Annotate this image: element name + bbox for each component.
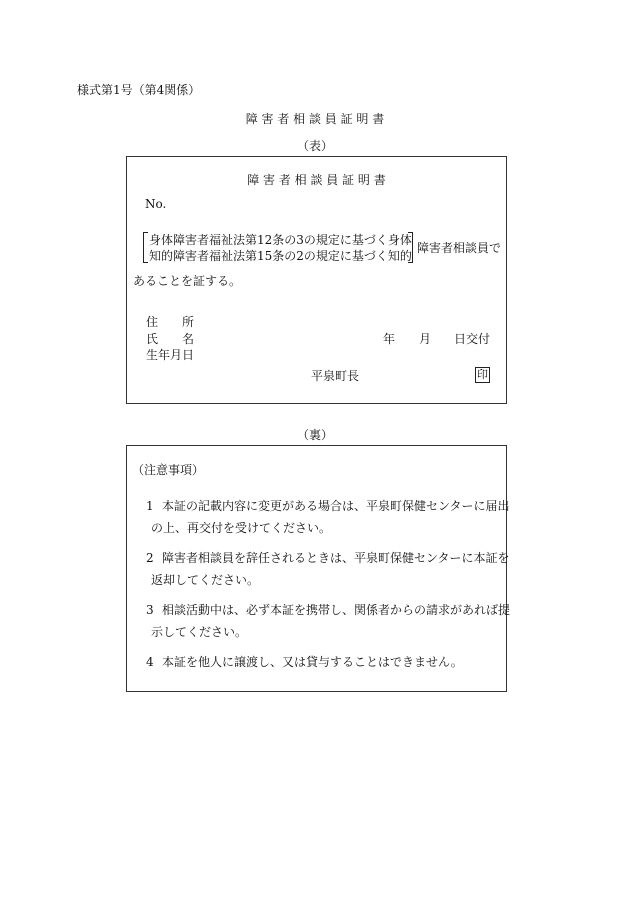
right-bracket xyxy=(408,232,413,263)
page-title: 障 害 者 相 談 員 証 明 書 xyxy=(245,112,385,126)
card-title: 障 害 者 相 談 員 証 明 書 xyxy=(247,173,386,187)
clause-line-intellectual: 知的障害者福祉法第15条の2の規定に基づく知的 xyxy=(149,249,412,263)
note-number: 1 xyxy=(146,499,154,513)
back-side-label: （裏） xyxy=(296,428,333,442)
clause-line-physical: 身体障害者福祉法第12条の3の規定に基づく身体 xyxy=(149,233,412,247)
birthdate-label: 生年月日 xyxy=(146,348,195,362)
note-text: 本証を他人に譲渡し、又は貸与することはできません。 xyxy=(162,655,463,669)
seal-stamp: 印 xyxy=(477,368,488,381)
note-text-continued: の上、再交付を受けてください。 xyxy=(151,521,332,535)
issuer-name: 平泉町長 xyxy=(311,369,360,383)
note-text: 相談活動中は、必ず本証を携帯し、関係者からの請求があれば提 xyxy=(162,603,511,617)
name-label: 氏 名 xyxy=(146,332,195,346)
note-number: 3 xyxy=(146,603,154,617)
front-side-label: （表） xyxy=(296,139,333,153)
note-text-continued: 返却してください。 xyxy=(151,573,260,587)
note-number: 4 xyxy=(146,655,154,669)
issue-month-label: 月 xyxy=(419,332,432,346)
issue-year-label: 年 xyxy=(383,332,396,346)
note-text: 障害者相談員を辞任されるときは、平泉町保健センターに本証を xyxy=(162,551,510,565)
certify-text: あることを証する。 xyxy=(133,274,242,288)
issue-day-label: 日交付 xyxy=(454,332,491,346)
back-card xyxy=(126,445,511,692)
address-label: 住 所 xyxy=(146,315,195,329)
form-number: 様式第1号（第4関係） xyxy=(77,83,201,97)
note-text-continued: 示してください。 xyxy=(151,625,248,639)
front-card xyxy=(126,156,507,404)
certificate-number-label: No. xyxy=(145,197,167,211)
clause-suffix: 障害者相談員で xyxy=(417,241,502,255)
note-text: 本証の記載内容に変更がある場合は、平泉町保健センターに届出 xyxy=(162,499,510,513)
left-bracket xyxy=(143,232,148,263)
note-number: 2 xyxy=(146,551,154,565)
notes-heading: （注意事項） xyxy=(132,463,205,477)
